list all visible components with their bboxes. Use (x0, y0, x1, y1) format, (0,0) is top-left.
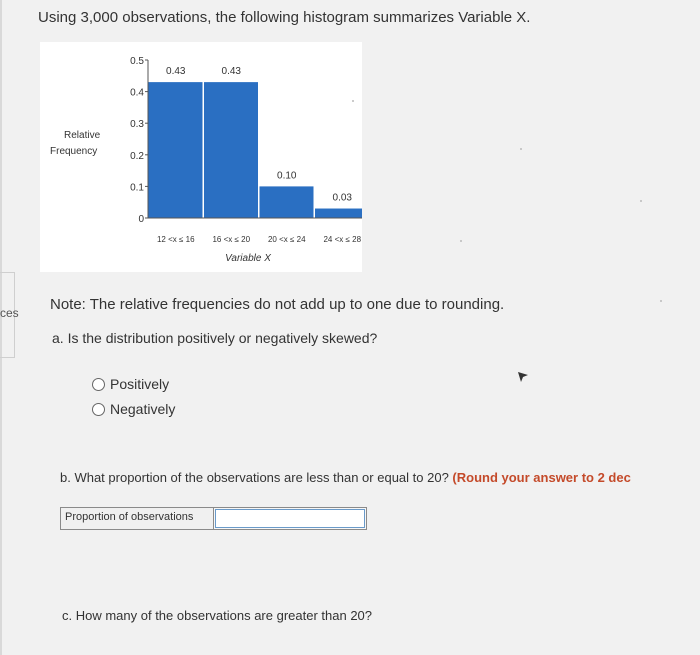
intro-text: Using 3,000 observations, the following histogram summarizes Variable X. (38, 9, 531, 26)
histogram-bar (149, 82, 203, 218)
speck (520, 148, 522, 150)
bar-data-label: 0.43 (221, 66, 241, 78)
x-axis-label: Variable X (225, 253, 271, 264)
x-tick-label: 20 <x ≤ 24 (267, 235, 306, 244)
bar-data-label: 0.10 (277, 170, 297, 182)
y-tick-label: 0.3 (130, 119, 144, 131)
round-instruction: (Round your answer to 2 dec (452, 470, 631, 485)
y-tick-label: 0.5 (130, 56, 144, 67)
question-b-text: b. What proportion of the observations are less than or equal to 20? (60, 470, 449, 485)
histogram (40, 42, 362, 272)
x-tick-label: 16 <x ≤ 20 (212, 235, 251, 244)
y-tick-label: 0.2 (130, 150, 144, 162)
bar-data-label: 0.43 (166, 66, 186, 78)
speck (352, 100, 354, 102)
option-label: Negatively (110, 401, 176, 417)
y-tick-label: 0 (138, 214, 144, 225)
x-tick-label: 24 <x ≤ 28 (323, 235, 362, 244)
answer-row (60, 507, 367, 530)
y-axis-label-line-2: Frequency (50, 146, 98, 157)
arrow-cursor-icon (516, 370, 530, 384)
answer-label: Proportion of observations (61, 508, 214, 529)
y-axis-label-line-1: Relative (64, 130, 101, 141)
histogram-svg (40, 42, 362, 272)
radio-icon[interactable] (92, 403, 105, 416)
option-positively[interactable] (92, 376, 169, 392)
histogram-bar (260, 186, 314, 218)
question-c: c. How many of the observations are greater than 20? (62, 608, 373, 623)
histogram-bar (204, 82, 258, 218)
left-edge-label: ces (0, 306, 19, 320)
question-b (60, 470, 631, 485)
note-text: Note: The relative frequencies do not add up to one due to rounding. (50, 296, 505, 313)
histogram-bar (315, 209, 362, 218)
x-tick-label: 12 <x ≤ 16 (156, 235, 195, 244)
y-tick-label: 0.4 (130, 87, 144, 99)
speck (640, 200, 642, 202)
y-tick-label: 0.1 (130, 182, 144, 194)
proportion-input[interactable] (215, 509, 365, 528)
bar-data-label: 0.03 (332, 192, 352, 204)
option-negatively[interactable] (92, 401, 175, 417)
option-label: Positively (110, 376, 170, 392)
speck (660, 300, 662, 302)
radio-icon[interactable] (92, 378, 105, 391)
question-a: a. Is the distribution positively or negatively skewed? (52, 330, 378, 346)
speck (460, 240, 462, 242)
